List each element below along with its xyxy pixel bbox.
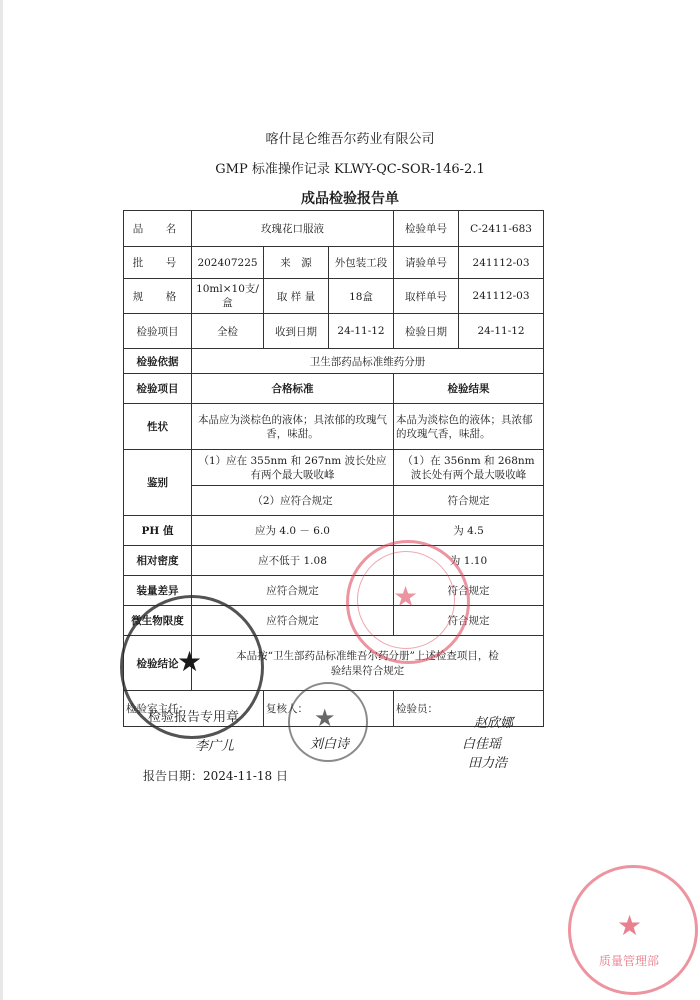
spec-label: 规 格 xyxy=(124,279,192,314)
received-date: 24-11-12 xyxy=(329,314,394,349)
batch-label: 批 号 xyxy=(124,247,192,279)
ph-standard: 应为 4.0 － 6.0 xyxy=(192,516,394,546)
batch-no: 202407225 xyxy=(192,247,264,279)
inspector-signature-2: 白佳瑶 xyxy=(462,737,502,752)
company-name: 喀什昆仑维吾尔药业有限公司 xyxy=(265,132,435,147)
request-no-label: 请验单号 xyxy=(394,247,459,279)
ph-result: 为 4.5 xyxy=(394,516,544,546)
product-name-label: 品 名 xyxy=(124,211,192,247)
column-item: 检验项目 xyxy=(124,374,192,404)
basis-label: 检验依据 xyxy=(124,349,192,374)
report-title: 成品检验报告单 xyxy=(301,191,399,207)
density-result: 为 1.10 xyxy=(394,546,544,576)
density-standard: 应不低于 1.08 xyxy=(192,546,394,576)
density-label: 相对密度 xyxy=(124,546,192,576)
inspector-label: 检验员： xyxy=(396,703,439,715)
microbe-label: 微生物限度 xyxy=(124,606,192,636)
star-icon: ★ xyxy=(393,580,419,613)
star-icon: ★ xyxy=(314,704,336,732)
report-date: 报告日期：2024-11-18 日 xyxy=(143,769,289,783)
company-seal-sub: 检验报告专用章 xyxy=(148,710,240,725)
item-label: 检验项目 xyxy=(124,314,192,349)
lab-head-cell xyxy=(124,691,264,727)
sample-qty-label: 取 样 量 xyxy=(264,279,329,314)
identification-result-2: 符合规定 xyxy=(394,486,544,516)
inspector-cell xyxy=(394,691,544,727)
request-no: 241112-03 xyxy=(459,247,544,279)
microbe-result: 符合规定 xyxy=(394,606,544,636)
source-label: 来 源 xyxy=(264,247,329,279)
inspection-no: C-2411-683 xyxy=(459,211,544,247)
appearance-label: 性状 xyxy=(124,404,192,450)
fill-result: 符合规定 xyxy=(394,576,544,606)
received-label: 收到日期 xyxy=(264,314,329,349)
column-result: 检验结果 xyxy=(394,374,544,404)
inspection-no-label: 检验单号 xyxy=(394,211,459,247)
identification-result-1: （1）在 356nm 和 268nm 波长处有两个最大吸收峰 xyxy=(394,450,544,486)
report-table xyxy=(123,210,544,727)
lab-head-signature: 李广儿 xyxy=(195,739,235,754)
reviewer-signature: 刘白诗 xyxy=(310,737,350,752)
spec: 10ml×10支/盒 xyxy=(192,279,264,314)
appearance-result: 本品为淡棕色的液体；具浓郁的玫瑰气香，味甜。 xyxy=(394,404,544,450)
test-date: 24-11-12 xyxy=(459,314,544,349)
test-date-label: 检验日期 xyxy=(394,314,459,349)
lab-head-label: 检验室主任： xyxy=(126,703,189,715)
bottom-stamp-sub: 质量管理部 xyxy=(599,954,660,968)
column-standard: 合格标准 xyxy=(192,374,394,404)
sample-no-label: 取样单号 xyxy=(394,279,459,314)
source: 外包装工段 xyxy=(329,247,394,279)
item: 全检 xyxy=(192,314,264,349)
conclusion-text: 本品按“卫生部药品标准维吾尔药分册”上述检查项目，检验结果符合规定 xyxy=(192,636,544,691)
record-code: GMP 标准操作记录 KLWY-QC-SOR-146-2.1 xyxy=(215,162,485,177)
inspector-signature-3: 田力浩 xyxy=(468,756,508,771)
microbe-standard: 应符合规定 xyxy=(192,606,394,636)
sample-qty: 18盒 xyxy=(329,279,394,314)
identification-standard-2: （2）应符合规定 xyxy=(192,486,394,516)
sample-no: 241112-03 xyxy=(459,279,544,314)
appearance-standard: 本品应为淡棕色的液体；具浓郁的玫瑰气香，味甜。 xyxy=(192,404,394,450)
star-icon: ★ xyxy=(617,909,643,942)
reviewer-cell xyxy=(264,691,394,727)
star-icon: ★ xyxy=(177,645,203,678)
identification-label: 鉴别 xyxy=(124,450,192,516)
identification-standard-1: （1）应在 355nm 和 267nm 波长处应有两个最大吸收峰 xyxy=(192,450,394,486)
basis-value: 卫生部药品标准维药分册 xyxy=(192,349,544,374)
product-name: 玫瑰花口服液 xyxy=(192,211,394,247)
conclusion-label: 检验结论 xyxy=(124,636,192,691)
fill-standard: 应符合规定 xyxy=(192,576,394,606)
reviewer-label: 复核人： xyxy=(266,703,308,715)
inspector-signature-1: 赵欣娜 xyxy=(474,716,514,731)
ph-label: PH 值 xyxy=(124,516,192,546)
fill-label: 装量差异 xyxy=(124,576,192,606)
